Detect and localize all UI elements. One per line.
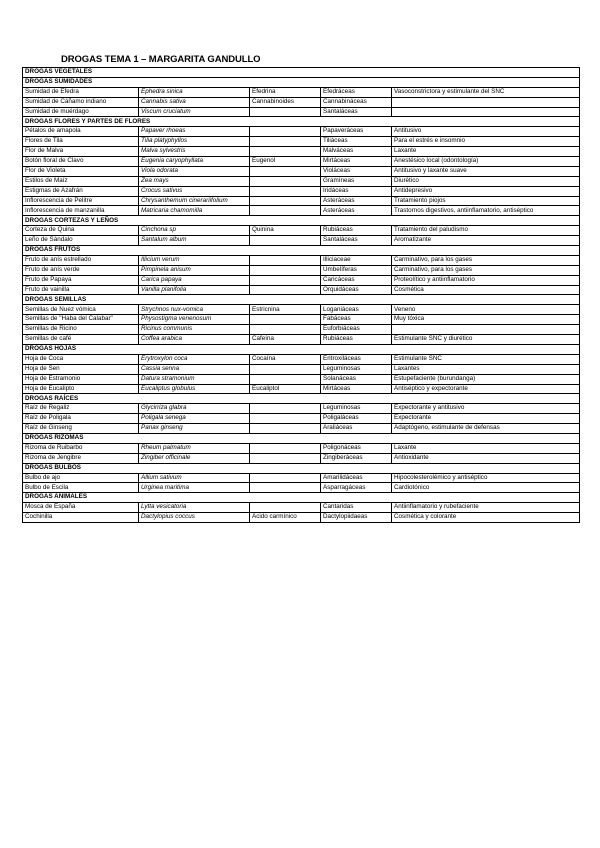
family-cell: Asparragáceas: [321, 483, 392, 493]
drug-name-cell: Rizoma de Jengibre: [23, 453, 139, 463]
drug-name-cell: Sumidad de Efedra: [23, 87, 139, 97]
section-heading-cell: DROGAS HOJAS: [23, 344, 580, 354]
use-cell: Antioxidante: [392, 453, 580, 463]
active-principle-cell: Quinina: [250, 226, 321, 236]
table-row: [23, 453, 580, 463]
active-principle-cell: [250, 424, 321, 434]
family-cell: Dactylopiidaeas: [321, 513, 392, 523]
drug-name-cell: Mosca de España: [23, 503, 139, 513]
use-cell: Cosmética: [392, 285, 580, 295]
use-cell: Aromatizante: [392, 236, 580, 246]
family-cell: Gramíneas: [321, 176, 392, 186]
active-principle-cell: Cafeína: [250, 335, 321, 345]
active-principle-cell: [250, 374, 321, 384]
drug-name-cell: Raíz de Ginseng: [23, 424, 139, 434]
family-cell: Asteráceas: [321, 206, 392, 216]
use-cell: Hipocolesterolémico y antiséptico: [392, 473, 580, 483]
table-row: [23, 305, 580, 315]
table-row: [23, 87, 580, 97]
species-cell: Urginea maritima: [139, 483, 250, 493]
section-heading-cell: DROGAS RIZOMAS: [23, 433, 580, 443]
species-cell: Cinchona sp: [139, 226, 250, 236]
species-cell: Carica papaya: [139, 275, 250, 285]
table-row: [23, 513, 580, 523]
use-cell: Antidepresivo: [392, 186, 580, 196]
active-principle-cell: Ácido carmínico: [250, 513, 321, 523]
species-cell: Lytta vesicatoria: [139, 503, 250, 513]
section-heading-row: [23, 117, 580, 127]
species-cell: Crocus sativus: [139, 186, 250, 196]
family-cell: Araliáceas: [321, 424, 392, 434]
section-heading-cell: DROGAS SUMIDADES: [23, 77, 580, 87]
use-cell: Cardiotónico: [392, 483, 580, 493]
species-cell: Strychnos nux-vomica: [139, 305, 250, 315]
active-principle-cell: [250, 147, 321, 157]
table-row: [23, 97, 580, 107]
use-cell: Para el estrés e insomnio: [392, 137, 580, 147]
use-cell: Proteolítico y antiinflamatorio: [392, 275, 580, 285]
family-cell: Eritroxiláceas: [321, 354, 392, 364]
table-row: [23, 255, 580, 265]
use-cell: Anestésico local (odontología): [392, 157, 580, 167]
section-heading-row: [23, 463, 580, 473]
drug-name-cell: Sumidad de Cáñamo indiano: [23, 97, 139, 107]
use-cell: Adaptógeno, estimulante de defensas: [392, 424, 580, 434]
family-cell: Amarilidáceas: [321, 473, 392, 483]
section-heading-row: [23, 344, 580, 354]
family-cell: Cannabináceas: [321, 97, 392, 107]
use-cell: Expectorante y antitusivo: [392, 404, 580, 414]
section-heading-row: [23, 394, 580, 404]
species-cell: Erytroxylon coca: [139, 354, 250, 364]
active-principle-cell: [250, 275, 321, 285]
drug-name-cell: Flor de Malva: [23, 147, 139, 157]
active-principle-cell: Efedrina: [250, 87, 321, 97]
use-cell: [392, 107, 580, 117]
species-cell: Vanilla planifolia: [139, 285, 250, 295]
use-cell: Laxante: [392, 443, 580, 453]
drug-name-cell: Inflorescencia de Pelitre: [23, 196, 139, 206]
drug-name-cell: Inflorescencia de manzanilla: [23, 206, 139, 216]
family-cell: Cantaridas: [321, 503, 392, 513]
active-principle-cell: [250, 364, 321, 374]
use-cell: Antiséptico y expectorante: [392, 384, 580, 394]
table-row: [23, 236, 580, 246]
drug-name-cell: Flores de Tila: [23, 137, 139, 147]
species-cell: Pimpinela anisum: [139, 265, 250, 275]
family-cell: Tiliáceas: [321, 137, 392, 147]
table-row: [23, 315, 580, 325]
species-cell: Eucaliptus globulus: [139, 384, 250, 394]
active-principle-cell: [250, 285, 321, 295]
drug-name-cell: Semillas de Ricino: [23, 325, 139, 335]
use-cell: Laxantes: [392, 364, 580, 374]
section-heading-row: [23, 216, 580, 226]
species-cell: Zea mays: [139, 176, 250, 186]
active-principle-cell: [250, 127, 321, 137]
section-heading-row: [23, 77, 580, 87]
active-principle-cell: [250, 483, 321, 493]
active-principle-cell: [250, 315, 321, 325]
species-cell: Glycirriza glabra: [139, 404, 250, 414]
table-row: [23, 127, 580, 137]
drug-name-cell: Corteza de Quina: [23, 226, 139, 236]
drug-name-cell: Botón floral de Clavo: [23, 157, 139, 167]
species-cell: Chrysanthemum cinerariifolium: [139, 196, 250, 206]
family-cell: Asteráceas: [321, 196, 392, 206]
drug-name-cell: Bulbo de ajo: [23, 473, 139, 483]
table-row: [23, 473, 580, 483]
species-cell: Cassia senna: [139, 364, 250, 374]
active-principle-cell: [250, 107, 321, 117]
species-cell: Matricaria chamomilla: [139, 206, 250, 216]
active-principle-cell: [250, 503, 321, 513]
family-cell: Mirtáceas: [321, 384, 392, 394]
table-row: [23, 374, 580, 384]
active-principle-cell: [250, 325, 321, 335]
table-row: [23, 166, 580, 176]
section-heading-cell: DROGAS FLORES Y PARTES DE FLORES: [23, 117, 580, 127]
species-cell: Dactylopius coccus: [139, 513, 250, 523]
family-cell: Leguminosas: [321, 404, 392, 414]
species-cell: Zingiber officinale: [139, 453, 250, 463]
table-row: [23, 503, 580, 513]
family-cell: Illiciaceae: [321, 255, 392, 265]
active-principle-cell: Cocaína: [250, 354, 321, 364]
species-cell: Santalum album: [139, 236, 250, 246]
table-row: [23, 443, 580, 453]
drug-name-cell: Sumidad de muérdago: [23, 107, 139, 117]
family-cell: Efedráceas: [321, 87, 392, 97]
active-principle-cell: [250, 414, 321, 424]
drug-name-cell: Raíz de Poligala: [23, 414, 139, 424]
drug-name-cell: Pétalos de amapola: [23, 127, 139, 137]
table-row: [23, 364, 580, 374]
family-cell: Violáceas: [321, 166, 392, 176]
use-cell: Tratamiento piojos: [392, 196, 580, 206]
table-row: [23, 137, 580, 147]
family-cell: Zingiberáceas: [321, 453, 392, 463]
family-cell: Mirtáceas: [321, 157, 392, 167]
species-cell: Illicium verum: [139, 255, 250, 265]
section-heading-row: [23, 295, 580, 305]
family-cell: Umbelíferas: [321, 265, 392, 275]
drug-name-cell: Cochinilla: [23, 513, 139, 523]
species-cell: Allium sativum: [139, 473, 250, 483]
use-cell: Trastornos digestivos, antiinflamatorio, antiséptico: [392, 206, 580, 216]
table-row: [23, 483, 580, 493]
table-row: [23, 206, 580, 216]
family-cell: Rubiáceas: [321, 335, 392, 345]
species-cell: Viscum cruciatum: [139, 107, 250, 117]
use-cell: [392, 325, 580, 335]
table-row: [23, 147, 580, 157]
family-cell: Poligaláceas: [321, 414, 392, 424]
table-row: [23, 384, 580, 394]
use-cell: Antiinflamatorio y rubefaciente: [392, 503, 580, 513]
table-row: [23, 404, 580, 414]
table-row: [23, 226, 580, 236]
species-cell: Rheum palmatum: [139, 443, 250, 453]
drug-name-cell: Semillas de café: [23, 335, 139, 345]
drug-name-cell: Fruto de Papaya: [23, 275, 139, 285]
section-heading-cell: DROGAS BULBOS: [23, 463, 580, 473]
drug-name-cell: Semillas de Nuez vómica: [23, 305, 139, 315]
active-principle-cell: [250, 265, 321, 275]
active-principle-cell: [250, 137, 321, 147]
family-cell: Poligonáceas: [321, 443, 392, 453]
family-cell: Orquidáceas: [321, 285, 392, 295]
drug-name-cell: Hoja de Eucalipto: [23, 384, 139, 394]
family-cell: Iridáceas: [321, 186, 392, 196]
species-cell: Papaver rhoeas: [139, 127, 250, 137]
table-row: [23, 265, 580, 275]
use-cell: Cosmética y colorante: [392, 513, 580, 523]
drug-name-cell: Fruto de anís verde: [23, 265, 139, 275]
species-cell: Eugenia caryophyllata: [139, 157, 250, 167]
table-row: [23, 424, 580, 434]
drugs-table: [22, 67, 580, 523]
species-cell: Datura stramonium: [139, 374, 250, 384]
active-principle-cell: [250, 196, 321, 206]
section-heading-cell: DROGAS SEMILLAS: [23, 295, 580, 305]
drug-name-cell: Estilos de Maíz: [23, 176, 139, 186]
species-cell: Coffea arabica: [139, 335, 250, 345]
section-heading-cell: DROGAS RAÍCES: [23, 394, 580, 404]
table-row: [23, 414, 580, 424]
table-row: [23, 107, 580, 117]
use-cell: Laxante: [392, 147, 580, 157]
family-cell: Caricáceas: [321, 275, 392, 285]
family-cell: Fabáceas: [321, 315, 392, 325]
table-row: [23, 186, 580, 196]
drug-name-cell: Bulbo de Escila: [23, 483, 139, 493]
use-cell: Tratamiento del paludismo: [392, 226, 580, 236]
family-cell: Santaláceas: [321, 236, 392, 246]
active-principle-cell: [250, 186, 321, 196]
section-heading-row: [23, 493, 580, 503]
table-row: [23, 176, 580, 186]
use-cell: Antitusivo y laxante suave: [392, 166, 580, 176]
species-cell: Physostigma venenosum: [139, 315, 250, 325]
table-row: [23, 325, 580, 335]
use-cell: Diurético: [392, 176, 580, 186]
table-row: [23, 275, 580, 285]
species-cell: Ricinus communis: [139, 325, 250, 335]
active-principle-cell: Cannabinoides: [250, 97, 321, 107]
active-principle-cell: [250, 453, 321, 463]
drug-name-cell: Leño de Sándalo: [23, 236, 139, 246]
use-cell: Carminativo, para los gases: [392, 255, 580, 265]
use-cell: Vasoconstrictora y estimulante del SNC: [392, 87, 580, 97]
drug-name-cell: Hoja de Coca: [23, 354, 139, 364]
use-cell: Expectorante: [392, 414, 580, 424]
family-cell: Papaveráceas: [321, 127, 392, 137]
family-cell: Loganiáceas: [321, 305, 392, 315]
active-principle-cell: [250, 255, 321, 265]
use-cell: Estimulante SNC: [392, 354, 580, 364]
section-heading-cell: DROGAS ANIMALES: [23, 493, 580, 503]
active-principle-cell: [250, 236, 321, 246]
species-cell: Panax ginseng: [139, 424, 250, 434]
section-heading-cell: DROGAS CORTEZAS Y LEÑOS: [23, 216, 580, 226]
drug-name-cell: Hoja de Estramonio: [23, 374, 139, 384]
drugs-table-body: [23, 68, 580, 523]
table-row: [23, 354, 580, 364]
table-row: [23, 157, 580, 167]
drug-name-cell: Raíz de Regaliz: [23, 404, 139, 414]
use-cell: Veneno: [392, 305, 580, 315]
use-cell: Estupefaciente (burundanga): [392, 374, 580, 384]
section-heading-row: [23, 246, 580, 256]
family-cell: Leguminosas: [321, 364, 392, 374]
family-cell: Euforbiáceas: [321, 325, 392, 335]
use-cell: [392, 97, 580, 107]
active-principle-cell: [250, 404, 321, 414]
drug-name-cell: Estigmas de Azafrán: [23, 186, 139, 196]
drug-name-cell: Fruto de anís estrellado: [23, 255, 139, 265]
family-cell: Solanáceas: [321, 374, 392, 384]
section-heading-row: [23, 433, 580, 443]
active-principle-cell: Estricnina: [250, 305, 321, 315]
top-heading-row: [23, 68, 580, 78]
use-cell: Estimulante SNC y diurético: [392, 335, 580, 345]
active-principle-cell: [250, 166, 321, 176]
active-principle-cell: Eugenol: [250, 157, 321, 167]
section-heading-cell: DROGAS FRUTOS: [23, 246, 580, 256]
top-heading-cell: DROGAS VEGETALES: [23, 68, 580, 78]
active-principle-cell: [250, 176, 321, 186]
species-cell: Ephedra sinica: [139, 87, 250, 97]
species-cell: Poligala senega: [139, 414, 250, 424]
document-title: DROGAS TEMA 1 – MARGARITA GANDULLO: [61, 54, 261, 65]
species-cell: Malva sylvestris: [139, 147, 250, 157]
drug-name-cell: Hoja de Sen: [23, 364, 139, 374]
family-cell: Santaláceas: [321, 107, 392, 117]
table-row: [23, 335, 580, 345]
drug-name-cell: Flor de Violeta: [23, 166, 139, 176]
drug-name-cell: Fruto de vainilla: [23, 285, 139, 295]
active-principle-cell: Eucaliptol: [250, 384, 321, 394]
drug-name-cell: Semillas de "Haba del Calabar": [23, 315, 139, 325]
species-cell: Cannabis sativa: [139, 97, 250, 107]
drug-name-cell: Rizoma de Ruibarbo: [23, 443, 139, 453]
use-cell: Antitusivo: [392, 127, 580, 137]
use-cell: Muy tóxica: [392, 315, 580, 325]
family-cell: Rubiáceas: [321, 226, 392, 236]
active-principle-cell: [250, 473, 321, 483]
table-row: [23, 285, 580, 295]
active-principle-cell: [250, 206, 321, 216]
species-cell: Tilia platyphyllos: [139, 137, 250, 147]
active-principle-cell: [250, 443, 321, 453]
species-cell: Viola odorata: [139, 166, 250, 176]
use-cell: Carminativo, para los gases: [392, 265, 580, 275]
table-row: [23, 196, 580, 206]
family-cell: Malváceas: [321, 147, 392, 157]
